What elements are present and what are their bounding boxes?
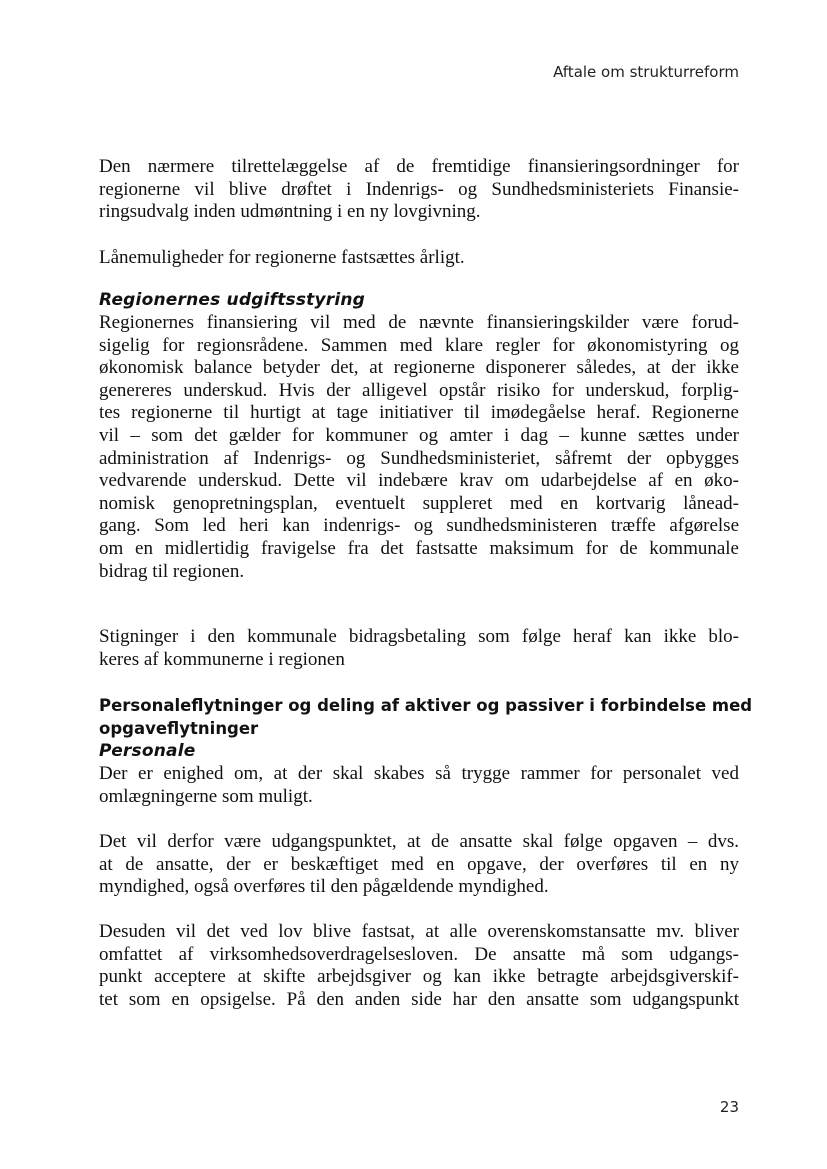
subheading-text: Regionernes udgiftsstyring: [99, 290, 366, 310]
text-line: tes regionerne til hurtigt at tage initiativer til imødegåelse heraf. Regionerne: [99, 402, 739, 424]
section-heading: [99, 695, 753, 763]
paragraph: [99, 763, 739, 808]
text-line: ringsudvalg inden udmøntning i en ny lovgivning.: [99, 201, 481, 223]
text-line: Det vil derfor være udgangspunktet, at de ansatte skal følge opgaven – dvs.: [99, 831, 739, 852]
text-line: administration af Indenrigs- og Sundhedsministeriet, såfremt der opbygges: [99, 447, 739, 469]
subheading-text: Personale: [99, 741, 196, 762]
text-line: regionerne vil blive drøftet i Indenrigs- og Sundhedsministeriets Finansie-: [99, 178, 739, 200]
heading-line: Personaleflytninger og deling af aktiver og passiver i forbindelse med: [99, 696, 753, 715]
text-line: Desuden vil det ved lov blive fastsat, at alle overenskomstansatte mv. bliver: [99, 921, 739, 942]
paragraph: [99, 312, 739, 583]
text-line: Den nærmere tilrettelæggelse af de fremtidige finansieringsordninger for: [99, 156, 739, 177]
text-line: bidrag til regionen.: [99, 560, 245, 582]
text-line: om en midlertidig fravigelse fra det fastsatte maksimum for de kommunale: [99, 537, 739, 559]
text-line: vil – som det gælder for kommuner og amter i dag – kunne sættes under: [99, 424, 739, 446]
text-line: omlægningerne som muligt.: [99, 785, 313, 807]
text-line: omfattet af virksomhedsoverdragelsesloven. De ansatte må som udgangs-: [99, 943, 739, 965]
text-line: sigelig for regionsrådene. Sammen med klare regler for økonomistyring og: [99, 334, 739, 356]
text-line: genereres underskud. Hvis der alligevel opstår risiko for underskud, forplig-: [99, 379, 739, 401]
text-line: vedvarende underskud. Dette vil indebære krav om udarbejdelse af en øko-: [99, 470, 739, 492]
paragraph: [99, 247, 739, 270]
text-line: økonomisk balance betyder det, at regionerne disponerer således, at der ikke: [99, 357, 739, 379]
text-line: gang. Som led heri kan indenrigs- og sundhedsministeren træffe afgørelse: [99, 515, 739, 537]
running-header: Aftale om strukturreform: [553, 63, 739, 81]
text-line: myndighed, også overføres til den pågældende myndighed.: [99, 876, 549, 898]
page-number: 23: [719, 1098, 739, 1116]
paragraph: [99, 156, 739, 224]
paragraph: [99, 626, 739, 671]
text-line: at de ansatte, der er beskæftiget med en opgave, der overføres til en ny: [99, 853, 739, 875]
paragraph: [99, 831, 739, 899]
text-line: keres af kommunerne i regionen: [99, 648, 345, 670]
text-line: Lånemuligheder for regionerne fastsættes årligt.: [99, 247, 465, 268]
text-line: punkt acceptere at skifte arbejdsgiver og kan ikke betragte arbejdsgiverskif-: [99, 966, 739, 988]
paragraph: [99, 921, 739, 1011]
text-line: Der er enighed om, at der skal skabes så trygge rammer for personalet ved: [99, 763, 739, 784]
text-line: tet som en opsigelse. På den anden side har den ansatte som udgangspunkt: [99, 988, 739, 1010]
text-line: Regionernes finansiering vil med de nævnte finansieringskilder være forud-: [99, 312, 739, 333]
text-line: Stigninger i den kommunale bidragsbetaling som følge heraf kan ikke blo-: [99, 626, 739, 647]
heading-line: opgaveflytninger: [99, 718, 259, 738]
text-line: nomisk genopretningsplan, eventuelt suppleret med en kortvarig lånead-: [99, 492, 739, 514]
section-heading: [99, 289, 739, 312]
